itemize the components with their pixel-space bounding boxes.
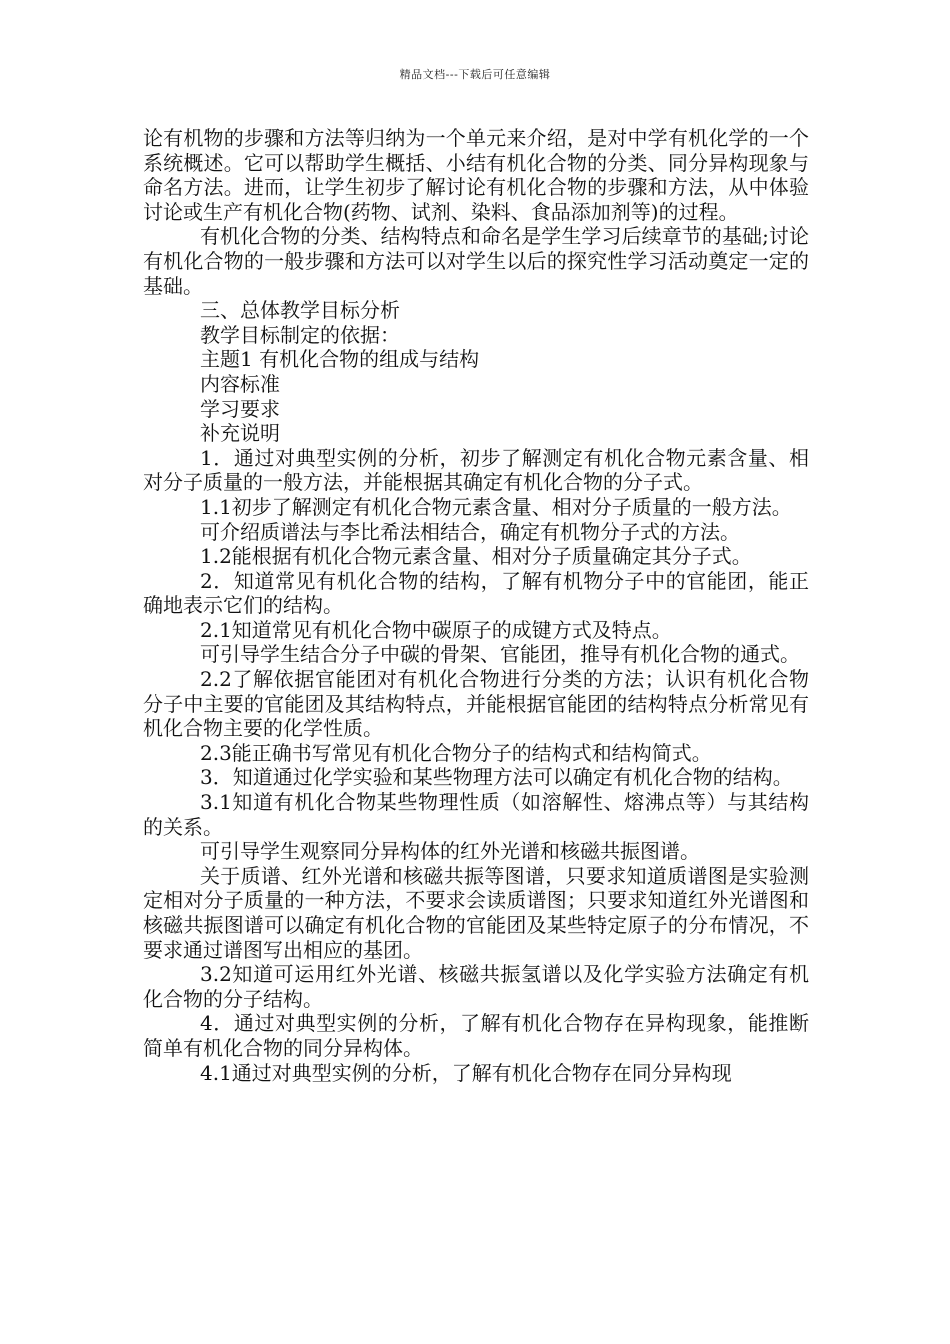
table-header-label: 内容标准 — [200, 371, 280, 396]
paragraph: 1．通过对典型实例的分析，初步了解测定有机化合物元素含量、相对分子质量的一般方法，并能根据其确定有机化合物的分子式。 — [143, 445, 809, 495]
paragraph: 有机化合物的分类、结构特点和命名是学生学习后续章节的基础;讨论有机化合物的一般步骤和方法可以对学生以后的探究性学习活动奠定一定的基础。 — [143, 224, 809, 298]
paragraph: 可介绍质谱法与李比希法相结合，确定有机物分子式的方法。 — [200, 519, 740, 544]
paragraph: 4.1通过对典型实例的分析，了解有机化合物存在同分异构现 — [200, 1060, 732, 1085]
paragraph: 可引导学生观察同分异构体的红外光谱和核磁共振图谱。 — [200, 839, 700, 864]
paragraph: 2．知道常见有机化合物的结构，了解有机物分子中的官能团，能正确地表示它们的结构。 — [143, 568, 809, 618]
table-header-label: 学习要求 — [200, 396, 280, 421]
paragraph: 1.2能根据有机化合物元素含量、相对分子质量确定其分子式。 — [200, 544, 752, 569]
paragraph: 2.3能正确书写常见有机化合物分子的结构式和结构简式。 — [200, 740, 712, 765]
table-header-label: 补充说明 — [200, 421, 280, 446]
paragraph: 3.2知道可运用红外光谱、核磁共振氢谱以及化学实验方法确定有机化合物的分子结构。 — [143, 962, 809, 1011]
paragraph: 教学目标制定的依据： — [200, 322, 400, 347]
page-header: 精品文档---下载后可任意编辑 — [399, 68, 551, 81]
section-heading: 三、总体教学目标分析 — [200, 298, 400, 323]
paragraph: 关于质谱、红外光谱和核磁共振等图谱，只要求知道质谱图是实验测定相对分子质量的一种方法，不要求会读质谱图；只要求知道红外光谱图和核磁共振图谱可以确定有机化合物的官能团及某些特定原子的分布情况，不要求通过谱图写出相应的基团。 — [143, 863, 809, 962]
paragraph: 论有机物的步骤和方法等归纳为一个单元来介绍，是对中学有机化学的一个系统概述。它可以帮助学生概括、小结有机化合物的分类、同分异构现象与命名方法。进而，让学生初步了解讨论有机化合物的步骤和方法，从中体验讨论或生产有机化合物(药物、试剂、染料、食品添加剂等)的过程。 — [143, 126, 809, 224]
paragraph: 2.1知道常见有机化合物中碳原子的成键方式及特点。 — [200, 617, 672, 642]
document-body — [143, 126, 809, 1085]
paragraph: 4．通过对典型实例的分析，了解有机化合物存在异构现象，能推断简单有机化合物的同分异构体。 — [143, 1011, 809, 1060]
paragraph: 可引导学生结合分子中碳的骨架、官能团，推导有机化合物的通式。 — [200, 642, 800, 667]
topic-title: 主题1 有机化合物的组成与结构 — [200, 347, 480, 372]
paragraph: 3.1知道有机化合物某些物理性质（如溶解性、熔沸点等）与其结构的关系。 — [143, 790, 809, 839]
paragraph: 2.2了解依据官能团对有机化合物进行分类的方法；认识有机化合物分子中主要的官能团及其结构特点，并能根据官能团的结构特点分析常见有机化合物主要的化学性质。 — [143, 667, 809, 741]
paragraph: 1.1初步了解测定有机化合物元素含量、相对分子质量的一般方法。 — [200, 494, 792, 519]
paragraph: 3．知道通过化学实验和某些物理方法可以确定有机化合物的结构。 — [200, 765, 793, 790]
